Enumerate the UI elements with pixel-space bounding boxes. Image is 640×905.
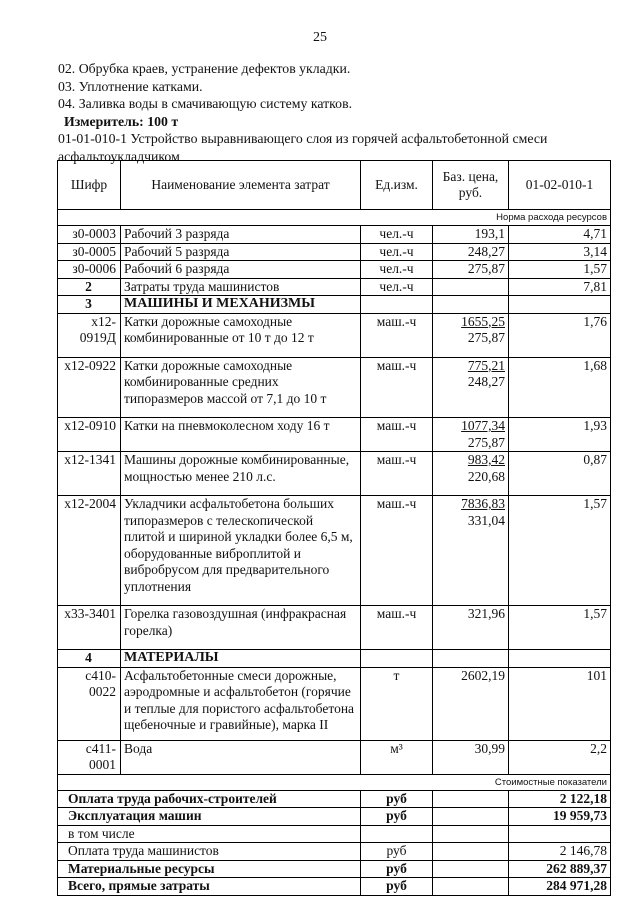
header-price: Баз. цена, руб. [433, 161, 509, 210]
row-value: 0,87 [509, 452, 611, 496]
total-spacer [433, 808, 509, 826]
row-name: Рабочий 5 разряда [121, 243, 361, 261]
row-code: х12-0919Д [58, 313, 121, 357]
total-unit: руб [361, 860, 433, 878]
total-unit: руб [361, 878, 433, 896]
row-code: х12-0910 [58, 418, 121, 452]
total-row [58, 860, 611, 878]
row-unit: чел.-ч [361, 226, 433, 244]
row-code: с410-0022 [58, 667, 121, 740]
row-unit: маш.-ч [361, 357, 433, 418]
section-title: МАТЕРИАЛЫ [121, 650, 361, 668]
section-header [58, 650, 611, 668]
total-spacer [433, 843, 509, 861]
row-name: Укладчики асфальтобетона больших типоразмеров с телескопической плитой и шириной укладки более 6,5 м, оборудованные виброплитой и вибробрусом для предварительного уплотнения [121, 496, 361, 606]
row-unit: т [361, 667, 433, 740]
row-price: 2602,19 [433, 667, 509, 740]
total-row [58, 790, 611, 808]
row-code: х12-2004 [58, 496, 121, 606]
row-value: 1,68 [509, 357, 611, 418]
row-price-main: 7836,83 [461, 496, 505, 511]
row-value: 1,93 [509, 418, 611, 452]
row-price-main: 1077,34 [461, 418, 505, 433]
row-name: Катки дорожные самоходные комбинированные от 10 т до 12 т [121, 313, 361, 357]
total-value: 284 971,28 [509, 878, 611, 896]
total-row [58, 843, 611, 861]
section-code: 4 [58, 650, 121, 668]
cost-subheader [58, 774, 611, 790]
row-name: Катки на пневмоколесном ходу 16 т [121, 418, 361, 452]
row-code: 2 [58, 278, 121, 296]
row-unit: маш.-ч [361, 313, 433, 357]
measure-unit: Измеритель: 100 т [64, 113, 179, 129]
row-price-machinist: 275,87 [467, 434, 505, 450]
row-value: 7,81 [509, 278, 611, 296]
row-unit: чел.-ч [361, 278, 433, 296]
row-value: 4,71 [509, 226, 611, 244]
table-row [58, 226, 611, 244]
row-unit: маш.-ч [361, 496, 433, 606]
total-value: 2 146,78 [509, 843, 611, 861]
total-spacer [433, 825, 509, 843]
table-row [58, 667, 611, 740]
table-row [58, 243, 611, 261]
row-price-main: 775,21 [467, 357, 505, 373]
row-price: 193,1 [433, 226, 509, 244]
row-price-machinist: 331,04 [467, 512, 505, 528]
row-price [433, 313, 509, 357]
row-price [433, 418, 509, 452]
operation-line: 04. Заливка воды в смачивающую систему катков. [58, 96, 353, 111]
row-value: 2,2 [509, 740, 611, 774]
total-spacer [433, 790, 509, 808]
header-unit: Ед.изм. [361, 161, 433, 210]
row-value: 1,57 [509, 606, 611, 650]
norm-subheader [58, 210, 611, 226]
row-price-machinist: 220,68 [467, 468, 505, 484]
section-header [58, 296, 611, 314]
table-row [58, 418, 611, 452]
row-price [433, 357, 509, 418]
total-name: Оплата труда машинистов [58, 843, 361, 861]
norm-title: 01-01-010-1 Устройство выравнивающего слоя из горячей асфальтобетонной смеси асфальтоукладчиком [58, 131, 548, 164]
total-name: Оплата труда рабочих-строителей [58, 790, 361, 808]
total-value: 262 889,37 [509, 860, 611, 878]
header-code: Шифр [58, 161, 121, 210]
row-price [433, 452, 509, 496]
row-name: Горелка газовоздушная (инфракрасная горелка) [121, 606, 361, 650]
row-code: х12-0922 [58, 357, 121, 418]
intro-block [58, 60, 618, 165]
row-price-machinist: 275,87 [467, 330, 505, 345]
total-value: 19 959,73 [509, 808, 611, 826]
materials-section [58, 667, 611, 774]
row-name: Катки дорожные самоходные комбинированные средних типоразмеров массой от 7,1 до 10 т [121, 357, 361, 418]
row-price: 30,99 [433, 740, 509, 774]
total-spacer [433, 860, 509, 878]
norm-label: Норма расхода ресурсов [58, 210, 611, 226]
row-value: 1,57 [509, 496, 611, 606]
row-code: с411-0001 [58, 740, 121, 774]
row-price-machinist: 248,27 [467, 374, 505, 389]
row-name: Асфальтобетонные смеси дорожные, аэродромные и асфальтобетон (горячие и теплые для пористого асфальтобетона щебеночные и гравийные), марка II [121, 667, 361, 740]
row-price: 321,96 [433, 606, 509, 650]
table-row [58, 357, 611, 418]
section-code: 3 [58, 296, 121, 314]
total-unit [361, 825, 433, 843]
table-row [58, 261, 611, 279]
row-value: 3,14 [509, 243, 611, 261]
row-code: з0-0003 [58, 226, 121, 244]
row-code: х33-3401 [58, 606, 121, 650]
total-row [58, 825, 611, 843]
table-row [58, 313, 611, 357]
totals-section [58, 790, 611, 895]
row-name: Рабочий 6 разряда [121, 261, 361, 279]
row-unit: маш.-ч [361, 606, 433, 650]
row-value: 1,57 [509, 261, 611, 279]
table-row [58, 606, 611, 650]
row-price [433, 278, 509, 296]
row-unit: маш.-ч [361, 418, 433, 452]
header-name: Наименование элемента затрат [121, 161, 361, 210]
total-name: Эксплуатация машин [58, 808, 361, 826]
row-unit: м³ [361, 740, 433, 774]
total-name: Всего, прямые затраты [58, 878, 361, 896]
row-name: Вода [121, 740, 361, 774]
row-unit: чел.-ч [361, 261, 433, 279]
row-code: з0-0006 [58, 261, 121, 279]
resource-table [57, 160, 611, 896]
row-price: 275,87 [433, 261, 509, 279]
row-code: х12-1341 [58, 452, 121, 496]
row-code: з0-0005 [58, 243, 121, 261]
workers-section [58, 226, 611, 279]
total-row [58, 878, 611, 896]
row-price [433, 496, 509, 606]
operation-line: 02. Обрубка краев, устранение дефектов укладки. [58, 61, 351, 76]
cost-label: Стоимостные показатели [58, 774, 611, 790]
total-value: 2 122,18 [509, 790, 611, 808]
table-row [58, 496, 611, 606]
row-name: Рабочий 3 разряда [121, 226, 361, 244]
row-unit: чел.-ч [361, 243, 433, 261]
header-norm-code: 01-02-010-1 [509, 161, 611, 210]
page-number: 25 [313, 30, 327, 45]
row-name: Машины дорожные комбинированные, мощностью менее 210 л.с. [121, 452, 361, 496]
machines-section [58, 313, 611, 650]
row-unit: маш.-ч [361, 452, 433, 496]
total-row [58, 808, 611, 826]
table-row [58, 740, 611, 774]
row-name: Затраты труда машинистов [121, 278, 361, 296]
table-header [58, 161, 611, 210]
section-title: МАШИНЫ И МЕХАНИЗМЫ [121, 296, 361, 314]
table-row [58, 452, 611, 496]
total-value [509, 825, 611, 843]
total-unit: руб [361, 808, 433, 826]
total-unit: руб [361, 843, 433, 861]
total-name: Материальные ресурсы [58, 860, 361, 878]
row-value: 101 [509, 667, 611, 740]
total-unit: руб [361, 790, 433, 808]
operation-line: 03. Уплотнение катками. [58, 78, 203, 94]
row-price: 248,27 [433, 243, 509, 261]
row-value: 1,76 [509, 313, 611, 357]
table-row [58, 278, 611, 296]
total-name: в том числе [58, 825, 361, 843]
total-spacer [433, 878, 509, 896]
row-price-main: 983,42 [467, 452, 505, 467]
row-price-main: 1655,25 [461, 313, 505, 329]
